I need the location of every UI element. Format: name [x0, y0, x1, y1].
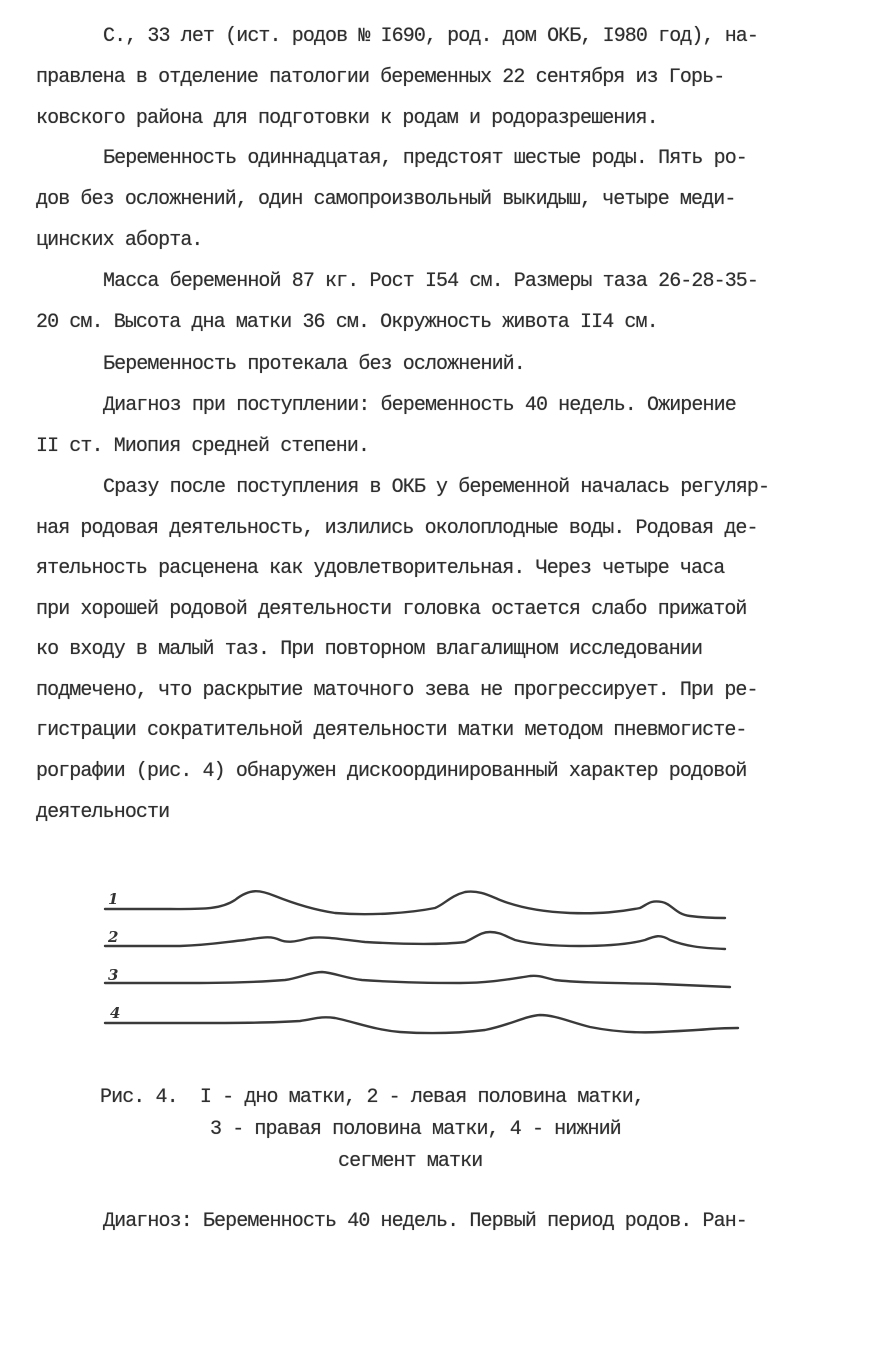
- text-line: II ст. Миопия средней степени.: [36, 435, 370, 458]
- text-line: С., 33 лет (ист. родов № I690, род. дом ОКБ, I980 год), на-: [103, 25, 759, 48]
- text-line: ная родовая деятельность, излились околоплодные воды. Родовая де-: [36, 517, 758, 540]
- text-line: Беременность одиннадцатая, предстоят шестые роды. Пять ро-: [103, 147, 747, 170]
- text-line: Диагноз при поступлении: беременность 40 недель. Ожирение: [103, 394, 736, 417]
- text-line: рографии (рис. 4) обнаружен дискоординированный характер родовой: [36, 760, 747, 783]
- text-line: Масса беременной 87 кг. Рост I54 см. Размеры таза 26-28-35-: [103, 270, 759, 293]
- curve-label-2: 2: [108, 928, 119, 946]
- text-line: подмечено, что раскрытие маточного зева не прогрессирует. При ре-: [36, 679, 758, 702]
- text-line: гистрации сократительной деятельности матки методом пневмогисте-: [36, 719, 747, 742]
- text-line: при хорошей родовой деятельности головка остается слабо прижатой: [36, 598, 747, 621]
- text-line: 20 см. Высота дна матки 36 см. Окружность живота II4 см.: [36, 311, 658, 334]
- text-line: Сразу после поступления в ОКБ у беременной началась регуляр-: [103, 476, 770, 499]
- curve-label-1: 1: [108, 890, 119, 908]
- trace-4-lower-segment: [105, 1015, 738, 1033]
- text-line: дов без осложнений, один самопроизвольный выкидыш, четыре меди-: [36, 188, 736, 211]
- curve-label-3: 3: [108, 966, 119, 984]
- text-line: ятельность расценена как удовлетворительная. Через четыре часа: [36, 557, 725, 580]
- text-line: цинских аборта.: [36, 229, 203, 252]
- text-line: ковского района для подготовки к родам и родоразрешения.: [36, 107, 658, 130]
- hysterography-figure: [100, 880, 780, 1080]
- text-line-final: Диагноз: Беременность 40 недель. Первый период родов. Ран-: [103, 1210, 747, 1233]
- text-line: правлена в отделение патологии беременных 22 сентября из Горь-: [36, 66, 725, 89]
- text-line: деятельности: [36, 801, 170, 824]
- trace-2-left-half: [105, 932, 725, 949]
- figure-caption-line-2: 3 - правая половина матки, 4 - нижний: [210, 1118, 621, 1141]
- trace-3-right-half: [105, 972, 730, 987]
- trace-1-fundus: [105, 891, 725, 918]
- text-line: ко входу в малый таз. При повторном влагалищном исследовании: [36, 638, 703, 661]
- curve-label-4: 4: [110, 1004, 121, 1022]
- figure-caption-line-1: Рис. 4. I - дно матки, 2 - левая половина матки,: [100, 1086, 644, 1109]
- figure-caption-line-3: сегмент матки: [338, 1150, 483, 1173]
- text-line: Беременность протекала без осложнений.: [103, 353, 525, 376]
- hysterography-traces: [100, 880, 780, 1080]
